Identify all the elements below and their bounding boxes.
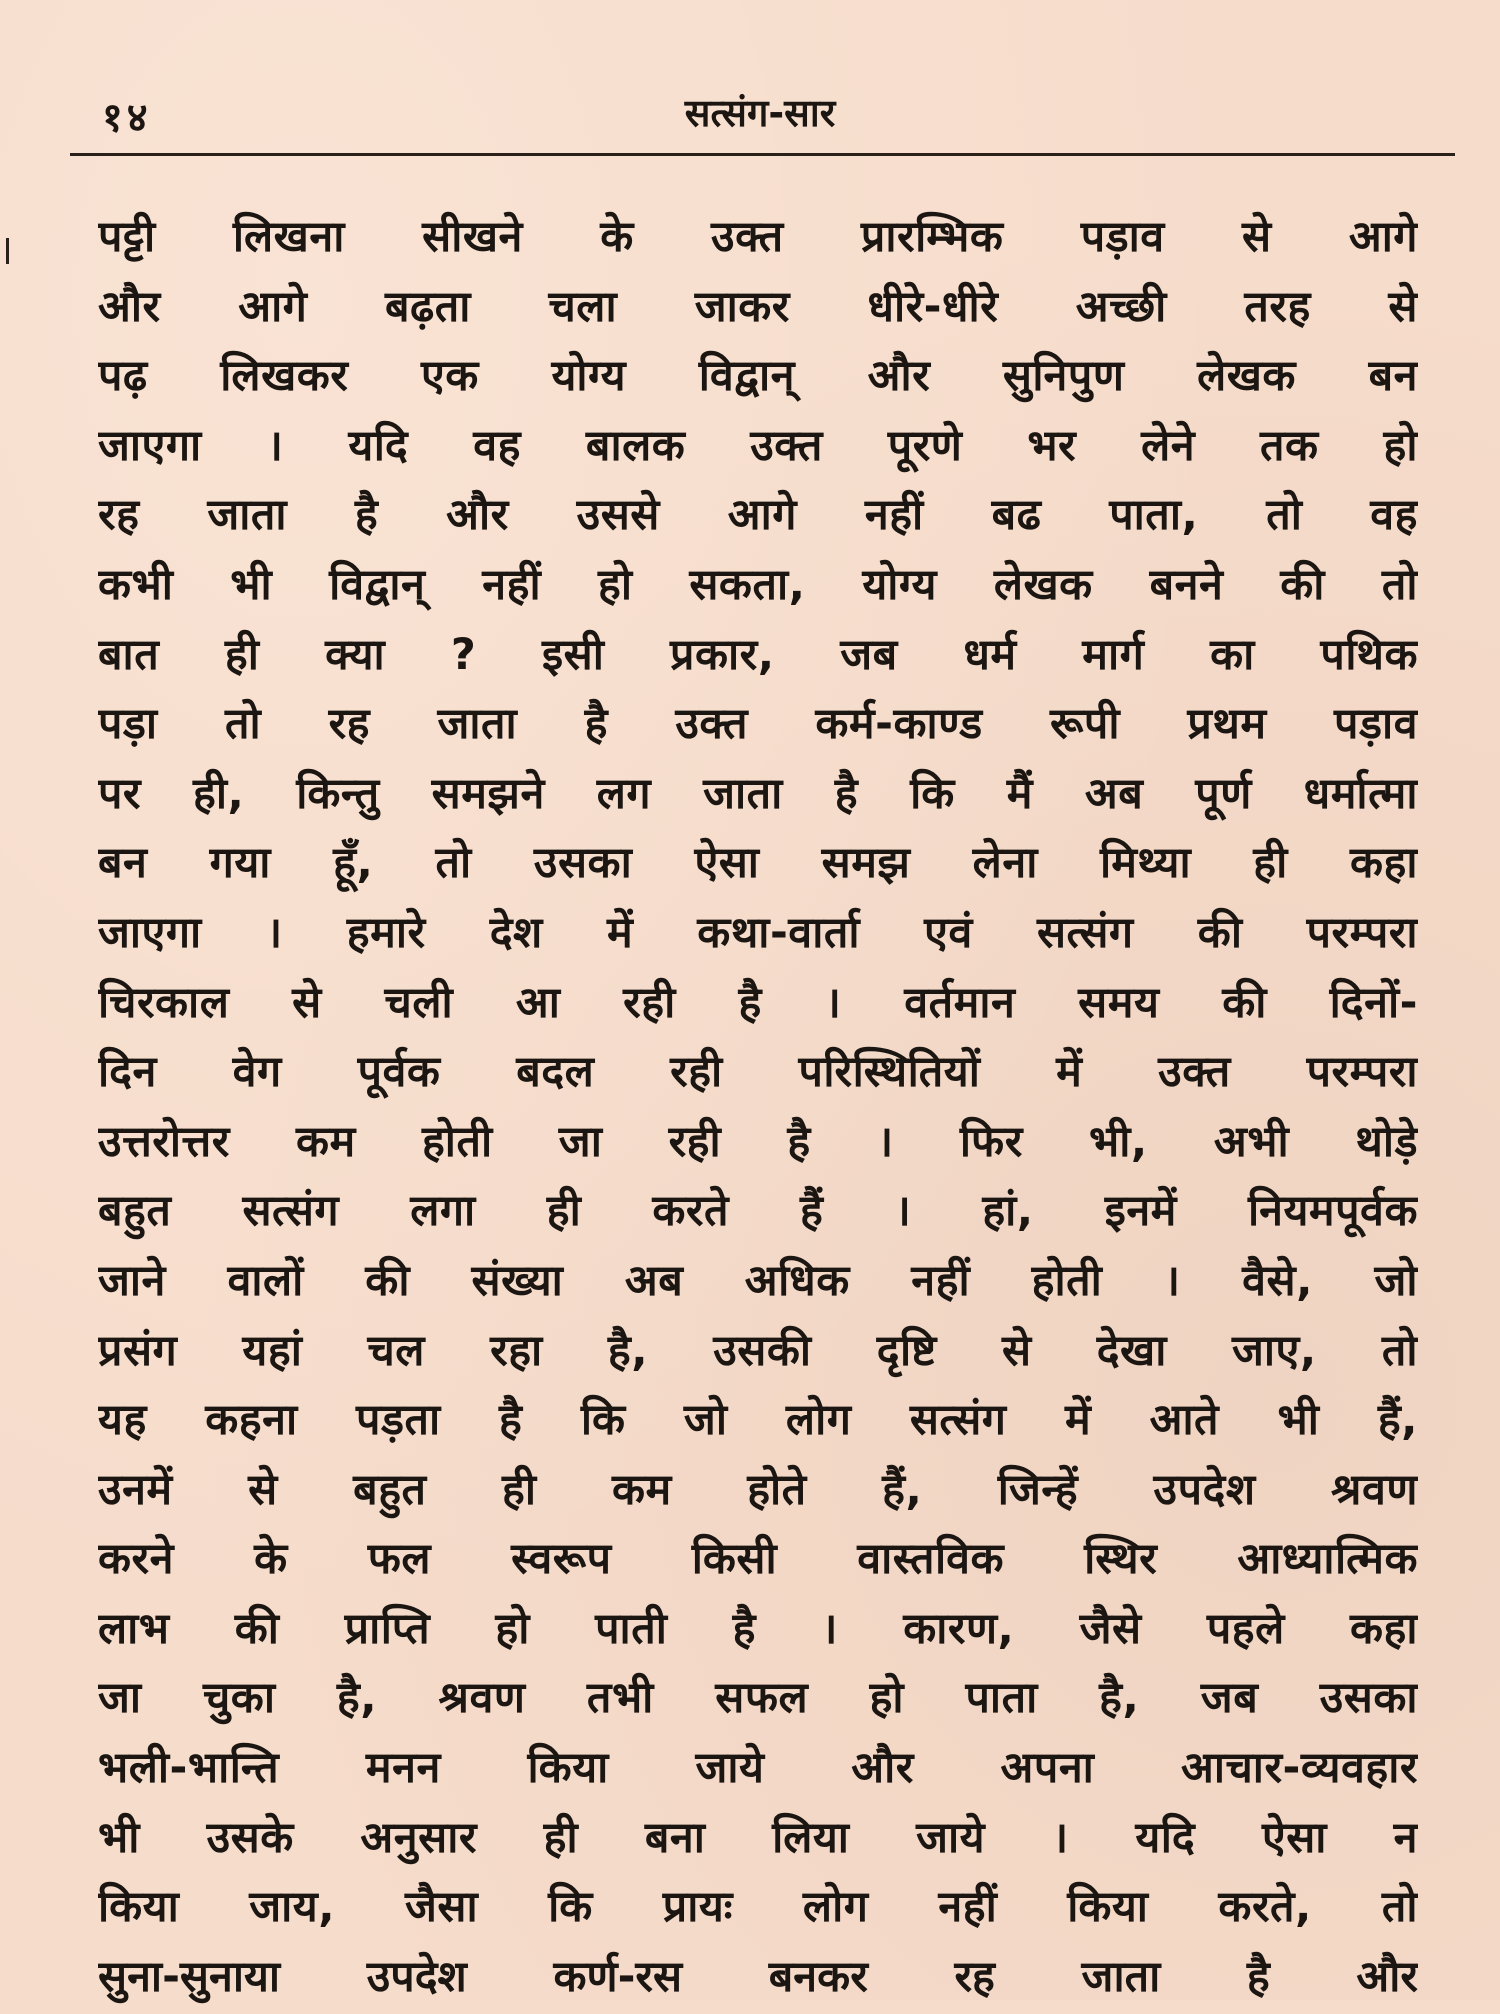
text-line: किया जाय, जैसा कि प्रायः लोग नहीं किया करते, तो <box>98 1882 1418 1933</box>
margin-mark <box>6 238 9 264</box>
text-line: पट्टी लिखना सीखने के उक्त प्रारम्भिक पड़ाव से आगे <box>98 212 1418 262</box>
text-line: उत्तरोत्तर कम होती जा रही है । फिर भी, अभी थोड़े <box>98 1116 1418 1167</box>
text-line: उनमें से बहुत ही कम होते हैं, जिन्हें उपदेश श्रवण <box>98 1464 1418 1515</box>
text-line: यह कहना पड़ता है कि जो लोग सत्संग में आते भी हैं, <box>98 1395 1418 1446</box>
text-line: जाने वालों की संख्या अब अधिक नहीं होती । वैसे, जो <box>98 1255 1418 1306</box>
text-line: जाएगा । हमारे देश में कथा-वार्ता एवं सत्संग की परम्परा <box>98 907 1418 958</box>
text-line: पड़ा तो रह जाता है उक्त कर्म-काण्ड रूपी प्रथम पड़ाव <box>98 699 1418 750</box>
text-line: जा चुका है, श्रवण तभी सफल हो पाता है, जब उसका <box>98 1673 1418 1724</box>
text-line: पर ही, किन्तु समझने लग जाता है कि मैं अब पूर्ण धर्मात्मा <box>98 768 1418 819</box>
text-line: भली-भान्ति मनन किया जाये और अपना आचार-व्यवहार <box>98 1743 1418 1794</box>
text-line: कभी भी विद्वान् नहीं हो सकता, योग्य लेखक बनने की तो <box>98 559 1418 610</box>
page-number: १४ <box>102 95 152 141</box>
page-header <box>70 78 1450 141</box>
text-line: प्रसंग यहां चल रहा है, उसकी दृष्टि से देखा जाए, तो <box>98 1325 1418 1376</box>
header-rule <box>70 153 1455 156</box>
text-line: सुना-सुनाया उपदेश कर्ण-रस बनकर रह जाता है और <box>98 1951 1418 2002</box>
text-line: करने के फल स्वरूप किसी वास्तविक स्थिर आध्यात्मिक <box>98 1534 1418 1585</box>
text-line: दिन वेग पूर्वक बदल रही परिस्थितियों में उक्त परम्परा <box>98 1047 1418 1098</box>
text-line: और आगे बढ़ता चला जाकर धीरे-धीरे अच्छी तरह से <box>98 281 1418 332</box>
body-text <box>98 205 1418 2014</box>
text-line: बात ही क्या ? इसी प्रकार, जब धर्म मार्ग का पथिक <box>98 629 1418 680</box>
text-line: चिरकाल से चली आ रही है । वर्तमान समय की दिनों- <box>98 977 1418 1028</box>
text-line: पढ़ लिखकर एक योग्य विद्वान् और सुनिपुण लेखक बन <box>98 351 1418 402</box>
text-line: भी उसके अनुसार ही बना लिया जाये । यदि ऐसा न <box>98 1812 1418 1863</box>
running-title: सत्संग-सार <box>684 91 836 135</box>
text-line: बहुत सत्संग लगा ही करते हैं । हां, इनमें नियमपूर्वक <box>98 1186 1418 1237</box>
text-line: बन गया हूँ, तो उसका ऐसा समझ लेना मिथ्या ही कहा <box>98 838 1418 889</box>
text-line: लाभ की प्राप्ति हो पाती है । कारण, जैसे पहले कहा <box>98 1603 1418 1654</box>
text-line: रह जाता है और उससे आगे नहीं बढ पाता, तो वह <box>98 490 1418 541</box>
text-line: जाएगा । यदि वह बालक उक्त पूरणे भर लेने तक हो <box>98 420 1418 471</box>
